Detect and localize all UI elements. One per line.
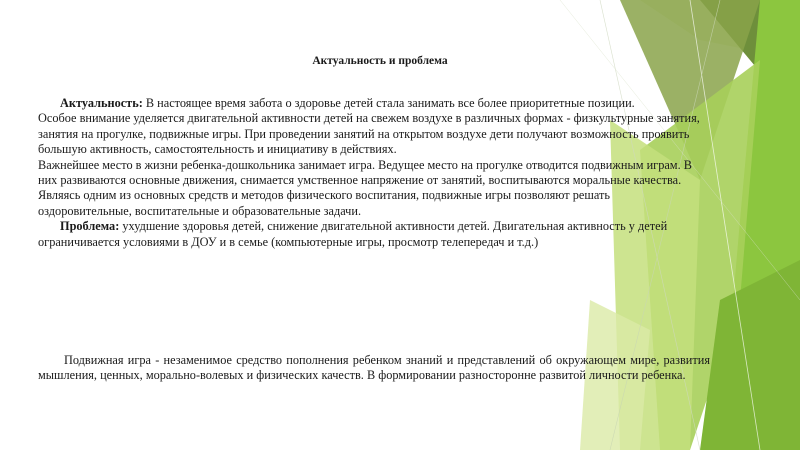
paragraph-outdoor-activity: Особое внимание уделяется двигательной активности детей на свежем воздухе в различных формах - физкультурные занятия, занятия на прогулке, подвижные игры. При проведении занятий на открытом воздухе дети получают возможность проявить большую активность, самостоятельность и инициативу в действиях. [38, 111, 700, 157]
paragraph-games: Важнейшее место в жизни ребенка-дошкольника занимает игра. Ведущее место на прогулке отводится подвижным играм. В них развиваются основные движения, снимается умственное напряжение от занятий, воспитываются моральные качества. Являясь одним из основных средств и методов физического воспитания, подвижные игры позволяют решать оздоровительные, воспитательные и образовательные задачи. [38, 157, 692, 218]
body-text [38, 96, 700, 250]
problem-paragraph [38, 219, 700, 250]
actuality-label: Актуальность: [60, 96, 143, 110]
problem-label: Проблема: [60, 219, 120, 234]
slide-title: Актуальность и проблема [312, 55, 448, 67]
actuality-text: В настоящее время забота о здоровье детей стала занимать все более приоритетные позиции. [142, 96, 635, 110]
closing-paragraph: Подвижная игра - незаменимое средство пополнения ребенком знаний и представлений об окружающем мире, развития мышления, ценных, морально-волевых и физических качеств. В формировании разносторонне развитой личности ребенка. [38, 353, 710, 383]
problem-text: ухудшение здоровья детей, снижение двигательной активности детей. Двигательная активность у детей ограничивается условиями в ДОУ и в семье (компьютерные игры, просмотр телепередач и т.д.) [38, 219, 668, 249]
closing-block [38, 353, 710, 384]
actuality-paragraph [38, 96, 700, 111]
